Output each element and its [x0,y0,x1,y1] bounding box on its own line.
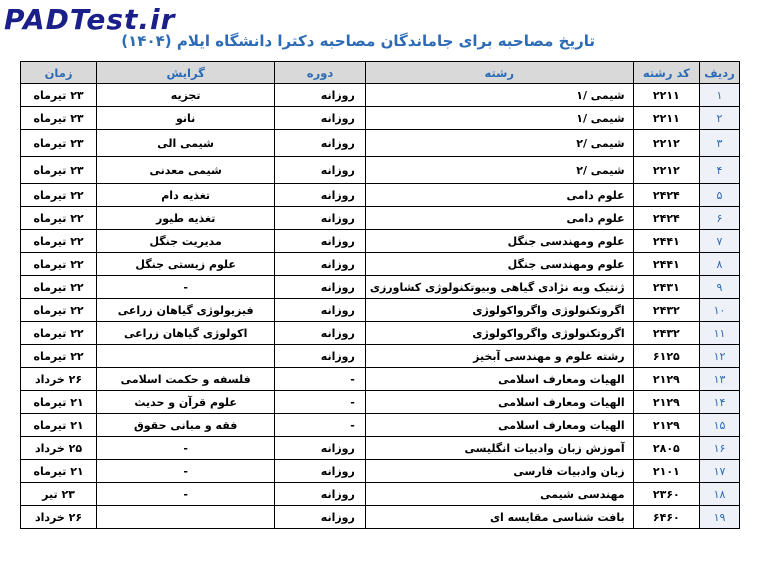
period-cell: روزانه [275,460,366,483]
table-row [21,322,740,345]
time-cell: ۲۲ تیرماه [21,230,97,253]
table-row [21,506,740,529]
specialization-cell: علوم قرآن و حدیث [97,391,275,414]
row-number-cell: ۱۶ [700,437,740,460]
time-cell: ۲۳ تیرماه [21,157,97,184]
field-cell: علوم دامی [365,207,633,230]
field-cell: علوم ومهندسی جنگل [365,253,633,276]
field-cell: علوم ومهندسی جنگل [365,230,633,253]
time-cell: ۲۳ تیرماه [21,107,97,130]
table-row [21,230,740,253]
row-number-cell: ۱۳ [700,368,740,391]
header-specialization: گرایش [97,62,275,84]
specialization-cell: - [97,276,275,299]
table-row [21,345,740,368]
period-cell: روزانه [275,299,366,322]
specialization-cell: تجزیه [97,84,275,107]
period-cell: روزانه [275,506,366,529]
specialization-cell [97,345,275,368]
table-row [21,391,740,414]
row-number-cell: ۱۴ [700,391,740,414]
table-row [21,107,740,130]
field-cell: اگروتکنولوژی واگرواکولوژی [365,322,633,345]
time-cell: ۲۵ خرداد [21,437,97,460]
field-code-cell: ۶۱۲۵ [633,345,699,368]
specialization-cell: اکولوژی گیاهان زراعی [97,322,275,345]
time-cell: ۲۶ خرداد [21,506,97,529]
time-cell: ۲۲ تیرماه [21,253,97,276]
table-row [21,84,740,107]
header-row-number: ردیف [700,62,740,84]
period-cell: - [275,414,366,437]
specialization-cell: فقه و مبانی حقوق [97,414,275,437]
field-cell: ژنتیک وبه نژادی گیاهی وبیوتکنولوژی کشاورزی [365,276,633,299]
time-cell: ۲۲ تیرماه [21,184,97,207]
time-cell: ۲۱ تیرماه [21,460,97,483]
field-cell: علوم دامی [365,184,633,207]
specialization-cell: علوم زیستی جنگل [97,253,275,276]
period-cell: روزانه [275,84,366,107]
header-time: زمان [21,62,97,84]
field-code-cell: ۲۲۱۲ [633,157,699,184]
specialization-cell: فیزیولوژی گیاهان زراعی [97,299,275,322]
specialization-cell: - [97,483,275,506]
table-row [21,483,740,506]
header-field: رشته [365,62,633,84]
field-cell: الهیات ومعارف اسلامی [365,391,633,414]
field-cell: آموزش زبان وادبیات انگلیسی [365,437,633,460]
specialization-cell: فلسفه و حکمت اسلامی [97,368,275,391]
field-cell: شیمی /۱ [365,107,633,130]
time-cell: ۲۲ تیرماه [21,345,97,368]
field-code-cell: ۲۲۱۲ [633,130,699,157]
time-cell: ۲۲ تیرماه [21,322,97,345]
field-code-cell: ۲۴۲۴ [633,207,699,230]
field-code-cell: ۲۴۴۱ [633,253,699,276]
row-number-cell: ۱۹ [700,506,740,529]
field-cell: الهیات ومعارف اسلامی [365,414,633,437]
time-cell: ۲۶ خرداد [21,368,97,391]
row-number-cell: ۱۱ [700,322,740,345]
field-cell: رشته علوم و مهندسی آبخیز [365,345,633,368]
period-cell: روزانه [275,130,366,157]
row-number-cell: ۸ [700,253,740,276]
specialization-cell: - [97,460,275,483]
row-number-cell: ۳ [700,130,740,157]
field-cell: اگروتکنولوژی واگرواکولوژی [365,299,633,322]
field-code-cell: ۲۸۰۵ [633,437,699,460]
field-cell: شیمی /۲ [365,157,633,184]
field-cell: زبان وادبیات فارسی [365,460,633,483]
field-code-cell: ۲۴۴۱ [633,230,699,253]
row-number-cell: ۱۰ [700,299,740,322]
table-row [21,414,740,437]
row-number-cell: ۱ [700,84,740,107]
field-code-cell: ۲۴۲۴ [633,184,699,207]
table-row [21,184,740,207]
period-cell: روزانه [275,157,366,184]
time-cell: ۲۲ تیرماه [21,276,97,299]
field-code-cell: ۲۱۲۹ [633,391,699,414]
field-code-cell: ۲۴۳۲ [633,322,699,345]
field-code-cell: ۲۲۱۱ [633,107,699,130]
header-field-code: کد رشته [633,62,699,84]
period-cell: روزانه [275,483,366,506]
time-cell: ۲۱ تیرماه [21,391,97,414]
site-logo: PADTest.ir [4,3,176,36]
row-number-cell: ۱۲ [700,345,740,368]
specialization-cell [97,506,275,529]
period-cell: روزانه [275,207,366,230]
field-cell: مهندسی شیمی [365,483,633,506]
row-number-cell: ۱۸ [700,483,740,506]
time-cell: ۲۳ تیرماه [21,130,97,157]
period-cell: روزانه [275,322,366,345]
row-number-cell: ۷ [700,230,740,253]
time-cell: ۲۲ تیرماه [21,207,97,230]
specialization-cell: مدیریت جنگل [97,230,275,253]
table-row [21,368,740,391]
period-cell: - [275,368,366,391]
table-row [21,299,740,322]
table-row [21,253,740,276]
row-number-cell: ۱۷ [700,460,740,483]
field-code-cell: ۲۱۰۱ [633,460,699,483]
time-cell: ۲۲ تیرماه [21,299,97,322]
field-cell: بافت شناسی مقایسه ای [365,506,633,529]
interview-schedule-table [20,61,740,529]
field-code-cell: ۲۴۳۲ [633,299,699,322]
period-cell: روزانه [275,345,366,368]
header-period: دوره [275,62,366,84]
row-number-cell: ۹ [700,276,740,299]
specialization-cell: شیمی معدنی [97,157,275,184]
field-code-cell: ۲۱۲۹ [633,414,699,437]
period-cell: روزانه [275,230,366,253]
field-code-cell: ۶۴۶۰ [633,506,699,529]
page-title: تاریخ مصاحبه برای جاماندگان مصاحبه دکترا دانشگاه ایلام (۱۴۰۴) [121,32,595,50]
specialization-cell: تغذیه طیور [97,207,275,230]
time-cell: ۲۱ تیرماه [21,414,97,437]
row-number-cell: ۲ [700,107,740,130]
row-number-cell: ۱۵ [700,414,740,437]
table-row [21,207,740,230]
specialization-cell: شیمی الی [97,130,275,157]
table-header-row [21,62,740,84]
table-row [21,276,740,299]
field-cell: شیمی /۱ [365,84,633,107]
time-cell: ۲۳ تیرماه [21,84,97,107]
period-cell: روزانه [275,276,366,299]
field-code-cell: ۲۲۱۱ [633,84,699,107]
table-row [21,460,740,483]
field-code-cell: ۲۴۳۱ [633,276,699,299]
field-cell: الهیات ومعارف اسلامی [365,368,633,391]
table-row [21,437,740,460]
specialization-cell: نانو [97,107,275,130]
period-cell: روزانه [275,253,366,276]
row-number-cell: ۴ [700,157,740,184]
field-code-cell: ۲۱۲۹ [633,368,699,391]
period-cell: روزانه [275,107,366,130]
row-number-cell: ۵ [700,184,740,207]
period-cell: روزانه [275,184,366,207]
table-row [21,130,740,157]
specialization-cell: تغذیه دام [97,184,275,207]
table-row [21,157,740,184]
period-cell: - [275,391,366,414]
time-cell: ۲۳ تیر [21,483,97,506]
field-code-cell: ۲۳۶۰ [633,483,699,506]
row-number-cell: ۶ [700,207,740,230]
field-cell: شیمی /۲ [365,130,633,157]
specialization-cell: - [97,437,275,460]
period-cell: روزانه [275,437,366,460]
